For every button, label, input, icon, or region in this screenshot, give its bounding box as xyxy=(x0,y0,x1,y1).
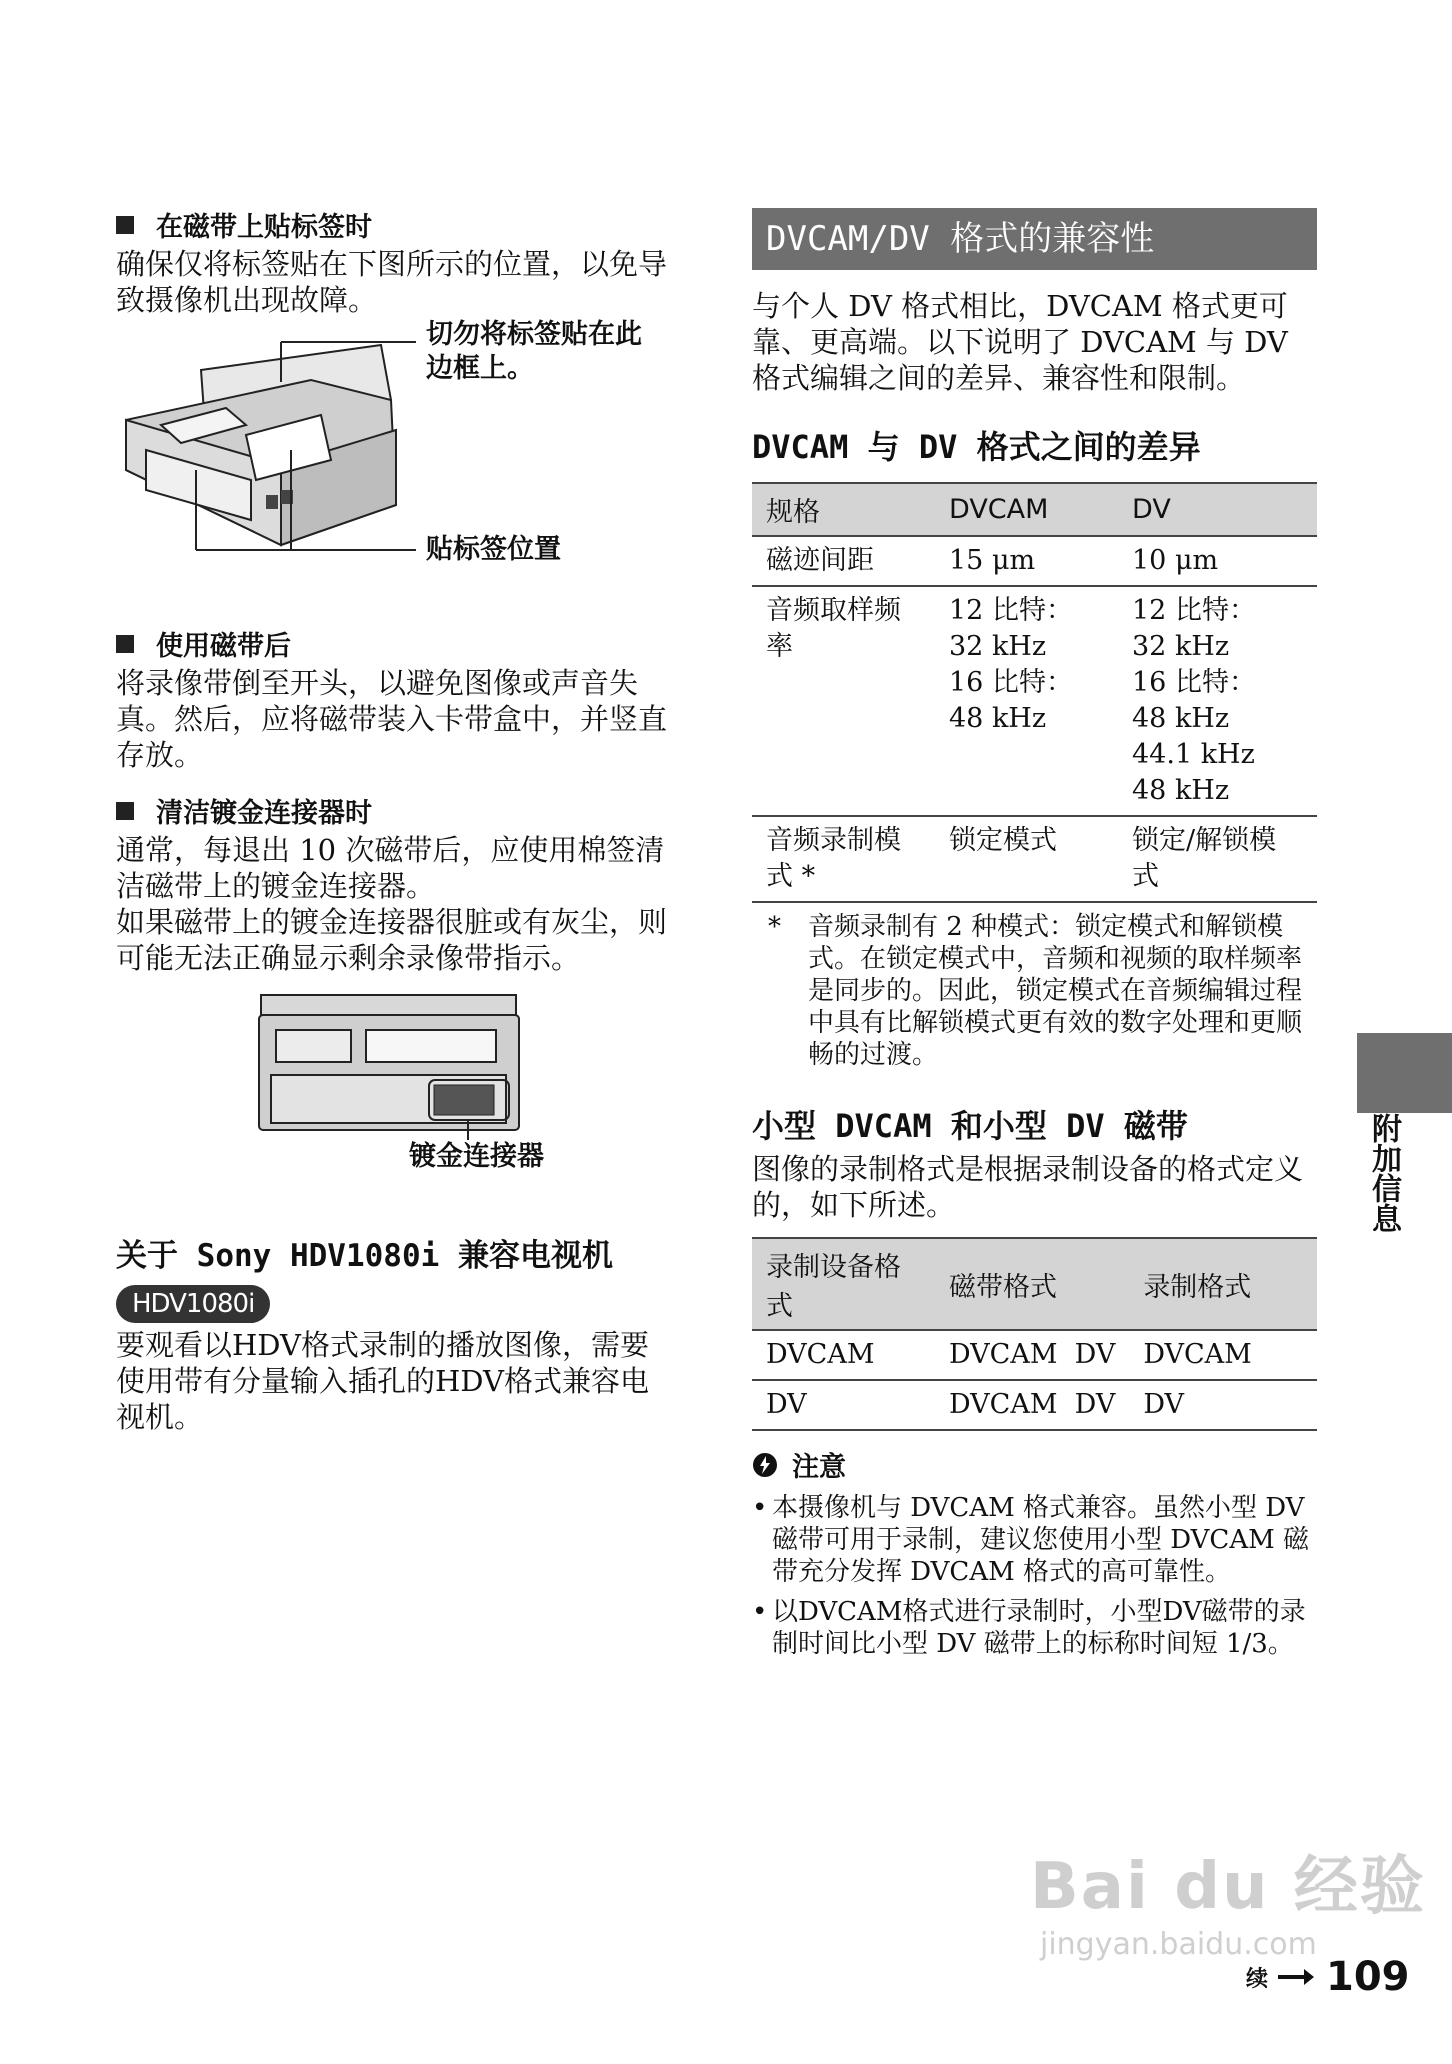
table-cell: 12 比特： 32 kHz 16 比特： 48 kHz 44.1 kHz 48 kHz xyxy=(1118,586,1317,816)
label-section-heading: 在磁带上贴标签时 xyxy=(116,205,676,244)
note-item: • 以DVCAM格式进行录制时，小型DV磁带的录制时间比小型 DV 磁带上的标称时间短 1/3。 xyxy=(752,1597,1306,1659)
page-number: 109 xyxy=(1326,1954,1410,2000)
continue-label: 续 xyxy=(1246,1966,1269,1992)
side-tab-label: 附加信息 xyxy=(1366,1113,1401,1233)
table-cell: 音频取样频率 xyxy=(752,586,935,816)
callout-gold-connector: 镀金连接器 xyxy=(409,1141,544,1172)
page-footer xyxy=(1246,1954,1410,2000)
footnote-text: 音频录制有 2 种模式：锁定模式和解锁模式。在锁定模式中，音频和视频的取样频率是同步的。因此，锁定模式在音频编辑过程中具有比解锁模式更有效的数字处理和更顺畅的过渡。 xyxy=(808,912,1303,1070)
square-bullet-icon xyxy=(116,635,134,653)
table-cell: DV xyxy=(752,1380,935,1430)
connector-figure xyxy=(116,990,676,1190)
hdv-badge-row xyxy=(116,1285,676,1323)
square-bullet-icon xyxy=(116,802,134,820)
table-header-cell: 录制设备格式 xyxy=(752,1238,935,1330)
arrow-right-icon xyxy=(1276,1967,1316,1987)
format-difference-table xyxy=(752,482,1317,903)
bullet-dot-icon: • xyxy=(752,1597,768,1627)
table-cell: DVCAM DV xyxy=(935,1380,1129,1430)
table-header-cell: DV xyxy=(1118,483,1317,536)
table-cell: 锁定/解锁模式 xyxy=(1118,816,1317,902)
table-cell: 磁迹间距 xyxy=(752,536,935,586)
right-column xyxy=(752,208,1317,1660)
cassette-connector-illustration xyxy=(116,990,676,1190)
table-footnote xyxy=(752,911,1317,1071)
note-item: • 本摄像机与 DVCAM 格式兼容。虽然小型 DV 磁带可用于录制，建议您使用小型 DVCAM 磁带充分发挥 DVCAM 格式的高可靠性。 xyxy=(752,1493,1309,1587)
watermark-url: jingyan.baidu.com xyxy=(1040,1927,1317,1962)
left-column xyxy=(116,205,676,1435)
table-row xyxy=(752,1380,1317,1430)
tape-heading: 小型 DVCAM 和小型 DV 磁带 xyxy=(752,1107,1188,1145)
clean-body-2: 如果磁带上的镀金连接器很脏或有灰尘，则可能无法正确显示剩余录像带指示。 xyxy=(116,905,668,975)
compat-intro: 与个人 DV 格式相比，DVCAM 格式更可靠、更高端。以下说明了 DVCAM 与 DV 格式编辑之间的差异、兼容性和限制。 xyxy=(752,289,1288,395)
table-cell: DV xyxy=(1129,1380,1317,1430)
square-bullet-icon xyxy=(116,216,134,234)
table-row xyxy=(752,1330,1317,1380)
hdv-heading: 关于 Sony HDV1080i 兼容电视机 xyxy=(116,1238,613,1274)
label-section-body: 确保仅将标签贴在下图所示的位置，以免导致摄像机出现故障。 xyxy=(116,247,668,317)
table-header-cell: 磁带格式 xyxy=(935,1238,1129,1330)
table-cell: 音频录制模式 * xyxy=(752,816,935,902)
table-row xyxy=(752,586,1317,816)
callout-label-position: 贴标签位置 xyxy=(426,534,561,565)
note-heading: 注意 xyxy=(752,1445,1317,1484)
table-header-cell: 规格 xyxy=(752,483,935,536)
table-header-row xyxy=(752,1238,1317,1330)
table-cell: DVCAM DV xyxy=(935,1330,1129,1380)
after-use-heading: 使用磁带后 xyxy=(116,624,676,663)
after-use-body: 将录像带倒至开头，以避免图像或声音失真。然后，应将磁带装入卡带盒中，并竖直存放。 xyxy=(116,666,668,772)
table-cell: 锁定模式 xyxy=(935,816,1118,902)
callout-no-label-border: 切勿将标签贴在此边框上。 xyxy=(426,319,642,384)
tape-format-table xyxy=(752,1237,1317,1431)
bullet-dot-icon: • xyxy=(752,1493,768,1523)
cassette-label-figure xyxy=(116,319,676,600)
table-header-cell: DVCAM xyxy=(935,483,1118,536)
table-cell: DVCAM xyxy=(752,1330,935,1380)
table-cell: 15 μm xyxy=(935,536,1118,586)
side-tab-block xyxy=(1357,1033,1452,1113)
section-title-bar: DVCAM/DV 格式的兼容性 xyxy=(752,208,1317,270)
table-header-cell: 录制格式 xyxy=(1129,1238,1317,1330)
caution-icon xyxy=(752,1452,778,1478)
table-row xyxy=(752,536,1317,586)
footnote-mark: * xyxy=(768,912,781,942)
baidu-watermark xyxy=(1030,1835,1426,1962)
tape-intro: 图像的录制格式是根据录制设备的格式定义的，如下所述。 xyxy=(752,1152,1304,1222)
table-header-row xyxy=(752,483,1317,536)
table-cell: 10 μm xyxy=(1118,536,1317,586)
diff-heading: DVCAM 与 DV 格式之间的差异 xyxy=(752,428,1201,466)
clean-heading: 清洁镀金连接器时 xyxy=(116,791,676,830)
watermark-logo-text: Bai du 经验 xyxy=(1030,1850,1426,1924)
hdv-body: 要观看以HDV格式录制的播放图像，需要使用带有分量输入插孔的HDV格式兼容电视机。 xyxy=(116,1328,649,1434)
hdv1080i-badge: HDV1080i xyxy=(116,1285,270,1323)
table-cell: 12 比特： 32 kHz 16 比特： 48 kHz xyxy=(935,586,1118,816)
table-row xyxy=(752,816,1317,902)
clean-body-1: 通常，每退出 10 次磁带后，应使用棉签清洁磁带上的镀金连接器。 xyxy=(116,833,665,903)
table-cell: DVCAM xyxy=(1129,1330,1317,1380)
